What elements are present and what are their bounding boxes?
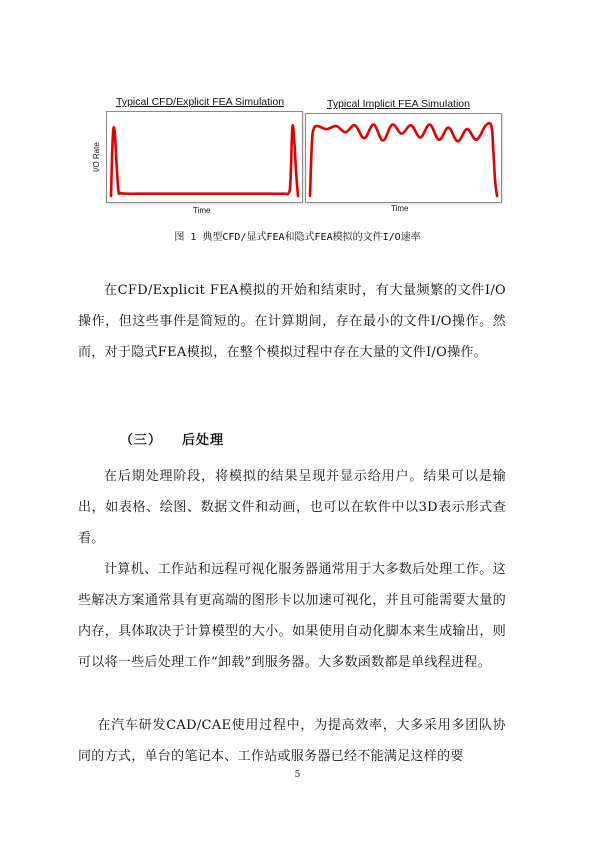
paragraph-1: 在CFD/Explicit FEA模拟的开始和结束时，有大量频繁的文件I/O操作，但这些事件是简短的。在计算期间，存在最小的文件I/O操作。然而，对于隐式FEA模拟，在整个模拟过程中存在大量的文件I/O操作。 xyxy=(78,283,506,360)
page-number: 5 xyxy=(294,770,301,780)
paragraph-3: 计算机、工作站和远程可视化服务器通常用于大多数后处理工作。这些解决方案通常具有更高端的图形卡以加速可视化，并且可能需要大量的内存，具体取决于计算模型的大小。如果使用自动化脚本来生成输出，则可以将一些后处理工作“卸载”到服务器。大多数函数都是单线程进程。 xyxy=(78,562,506,670)
chart-1-frame xyxy=(106,111,303,203)
figure-caption: 图 1 典型CFD/显式FEA和隐式FEA模拟的文件I/O速率 xyxy=(174,232,421,243)
chart-1-title: Typical CFD/Explicit FEA Simulation xyxy=(116,96,285,108)
chart-1-plot xyxy=(107,112,302,202)
chart-2-plot xyxy=(306,114,501,202)
chart-2-title: Typical Implicit FEA Simulation xyxy=(327,98,470,110)
chart-2-xlabel: Time xyxy=(391,204,409,213)
chart-1-ylabel: I/O Rate xyxy=(92,142,101,172)
section-number: （三） xyxy=(120,433,163,448)
chart-2-series-line xyxy=(310,123,497,196)
paragraph-2: 在后期处理阶段，将模拟的结果呈现并显示给用户。结果可以是输出，如表格、绘图、数据文件和动画，也可以在软件中以3D表示形式查看。 xyxy=(78,469,506,546)
chart-1-xlabel: Time xyxy=(193,206,211,215)
chart-2-frame xyxy=(305,113,502,203)
paragraph-4: 在汽车研发CAD/CAE使用过程中，为提高效率，大多采用多团队协同的方式，单台的笔记本、工作站或服务器已经不能满足这样的要 xyxy=(78,718,506,764)
section-title: 后处理 xyxy=(182,433,225,448)
chart-1-series-line xyxy=(111,125,298,196)
section-heading xyxy=(120,429,224,448)
